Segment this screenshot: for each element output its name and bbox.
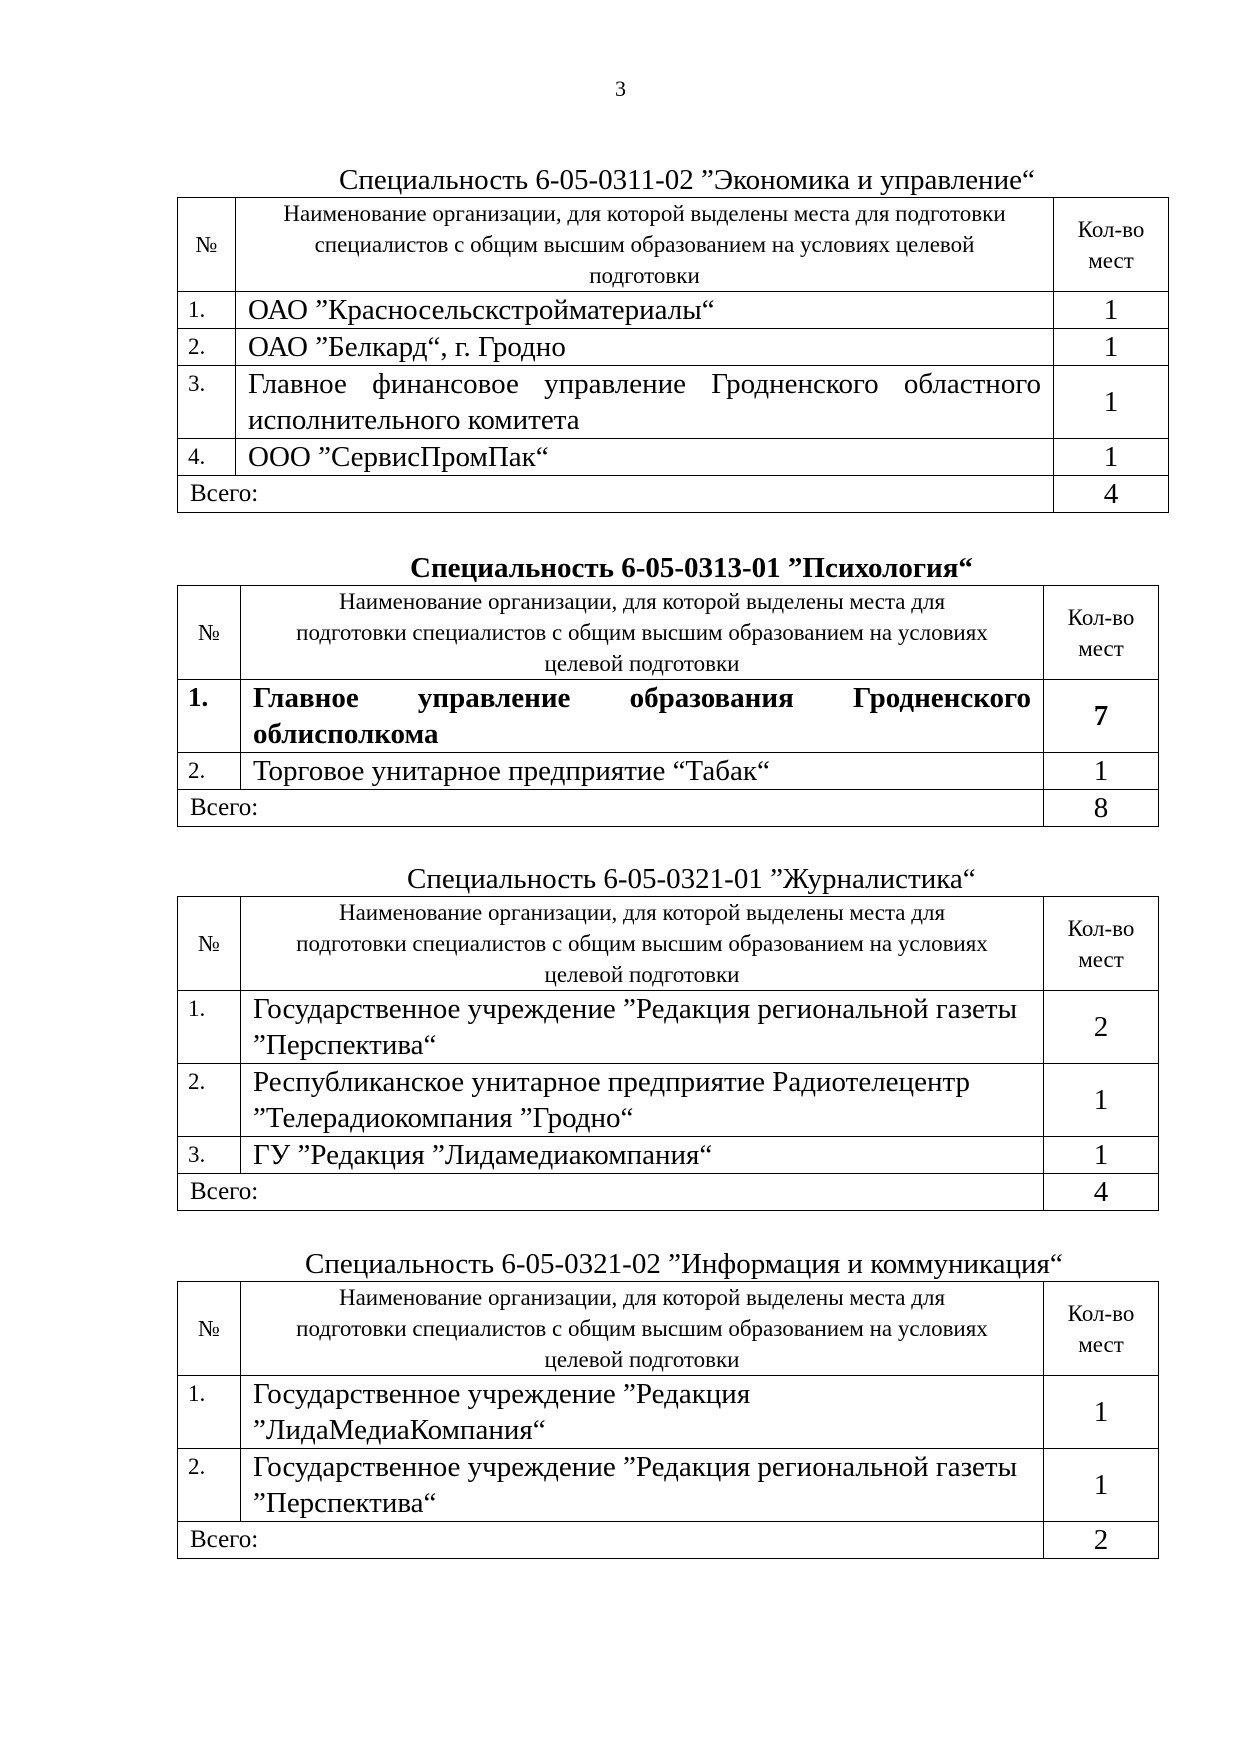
row-num: 2. [178, 753, 241, 790]
header-count [1044, 586, 1159, 680]
row-num: 4. [178, 439, 236, 476]
total-value: 4 [1044, 1174, 1159, 1211]
row-org: Государственное учреждение ”Редакция региональной газеты ”Перспектива“ [241, 1449, 1044, 1522]
places-table [177, 197, 1169, 513]
section-title: Специальность 6-05-0311-02 ”Экономика и управление“ [339, 164, 1035, 196]
header-count [1044, 897, 1159, 991]
row-count: 1 [1054, 292, 1169, 329]
table-header-row [178, 897, 1159, 991]
header-count-line1: Кол-во [1067, 604, 1135, 630]
row-count: 1 [1044, 1064, 1159, 1137]
section-psychology [177, 551, 1158, 827]
table-row [178, 991, 1159, 1064]
table-row [178, 1376, 1159, 1449]
section-title: Специальность 6-05-0313-01 ”Психология“ [410, 552, 973, 584]
row-count: 1 [1054, 329, 1169, 366]
row-org: ОАО ”Красносельскстройматериалы“ [236, 292, 1054, 329]
table-row [178, 329, 1169, 366]
table-header-row [178, 198, 1169, 292]
header-org: Наименование организации, для которой выделены места для подготовки специалистов с общим высшим образованием на условиях целевой подготовки [241, 586, 1044, 680]
row-org: ОАО ”Белкард“, г. Гродно [236, 329, 1054, 366]
table-row [178, 680, 1159, 753]
total-value: 8 [1044, 790, 1159, 827]
table-header-row [178, 586, 1159, 680]
section-title: Специальность 6-05-0321-02 ”Информация и коммуникация“ [305, 1248, 1063, 1280]
table-row [178, 1137, 1159, 1174]
header-count [1054, 198, 1169, 292]
total-label: Всего: [178, 476, 1054, 513]
total-row [178, 476, 1169, 513]
header-org: Наименование организации, для которой выделены места для подготовки специалистов с общим высшим образованием на условиях целевой подготовки [241, 897, 1044, 991]
row-count: 1 [1044, 753, 1159, 790]
row-count: 1 [1044, 1449, 1159, 1522]
section-economics [177, 163, 1168, 513]
row-num: 2. [178, 1064, 241, 1137]
table-header-row [178, 1282, 1159, 1376]
row-count: 1 [1044, 1137, 1159, 1174]
row-org: Государственное учреждение ”Редакция региональной газеты ”Перспектива“ [241, 991, 1044, 1064]
row-count: 1 [1054, 439, 1169, 476]
row-org: Республиканское унитарное предприятие Радиотелецентр ”Телерадиокомпания ”Гродно“ [241, 1064, 1044, 1137]
row-org: Государственное учреждение ”Редакция ”ЛидаМедиаКомпания“ [241, 1376, 1044, 1449]
header-count-line2: мест [1078, 1331, 1124, 1357]
total-label: Всего: [178, 1174, 1044, 1211]
header-org: Наименование организации, для которой выделены места для подготовки специалистов с общим высшим образованием на условиях целевой подготовки [236, 198, 1054, 292]
row-count: 7 [1044, 680, 1159, 753]
places-table [177, 585, 1159, 827]
row-num: 1. [178, 680, 241, 753]
header-count-line1: Кол-во [1067, 1300, 1135, 1326]
row-org: Главное управление образования Гродненского облисполкома [241, 680, 1044, 753]
table-row [178, 753, 1159, 790]
row-count: 2 [1044, 991, 1159, 1064]
row-num: 1. [178, 991, 241, 1064]
row-num: 2. [178, 1449, 241, 1522]
total-label: Всего: [178, 1522, 1044, 1559]
header-count [1044, 1282, 1159, 1376]
table-row [178, 366, 1169, 439]
row-count: 1 [1044, 1376, 1159, 1449]
table-row [178, 439, 1169, 476]
header-count-line2: мест [1088, 247, 1134, 273]
header-num: № [178, 586, 241, 680]
row-org: ГУ ”Редакция ”Лидамедиакомпания“ [241, 1137, 1044, 1174]
header-num: № [178, 198, 236, 292]
header-count-line2: мест [1078, 635, 1124, 661]
places-table [177, 896, 1159, 1211]
header-org: Наименование организации, для которой выделены места для подготовки специалистов с общим высшим образованием на условиях целевой подготовки [241, 1282, 1044, 1376]
row-num: 1. [178, 292, 236, 329]
row-num: 3. [178, 366, 236, 439]
table-row [178, 292, 1169, 329]
row-num: 1. [178, 1376, 241, 1449]
row-num: 3. [178, 1137, 241, 1174]
section-title: Специальность 6-05-0321-01 ”Журналистика“ [407, 863, 976, 895]
row-org: ООО ”СервисПромПак“ [236, 439, 1054, 476]
row-org: Торговое унитарное предприятие “Табак“ [241, 753, 1044, 790]
header-num: № [178, 897, 241, 991]
total-value: 4 [1054, 476, 1169, 513]
header-count-line1: Кол-во [1077, 216, 1145, 242]
header-num: № [178, 1282, 241, 1376]
section-information [177, 1247, 1158, 1559]
row-org: Главное финансовое управление Гродненского областного исполнительного комитета [236, 366, 1054, 439]
row-num: 2. [178, 329, 236, 366]
total-row [178, 790, 1159, 827]
table-row [178, 1449, 1159, 1522]
total-value: 2 [1044, 1522, 1159, 1559]
section-journalism [177, 862, 1158, 1211]
total-row [178, 1174, 1159, 1211]
table-row [178, 1064, 1159, 1137]
page-number: 3 [615, 76, 626, 101]
total-row [178, 1522, 1159, 1559]
total-label: Всего: [178, 790, 1044, 827]
header-count-line1: Кол-во [1067, 915, 1135, 941]
row-count: 1 [1054, 366, 1169, 439]
header-count-line2: мест [1078, 946, 1124, 972]
places-table [177, 1281, 1159, 1559]
